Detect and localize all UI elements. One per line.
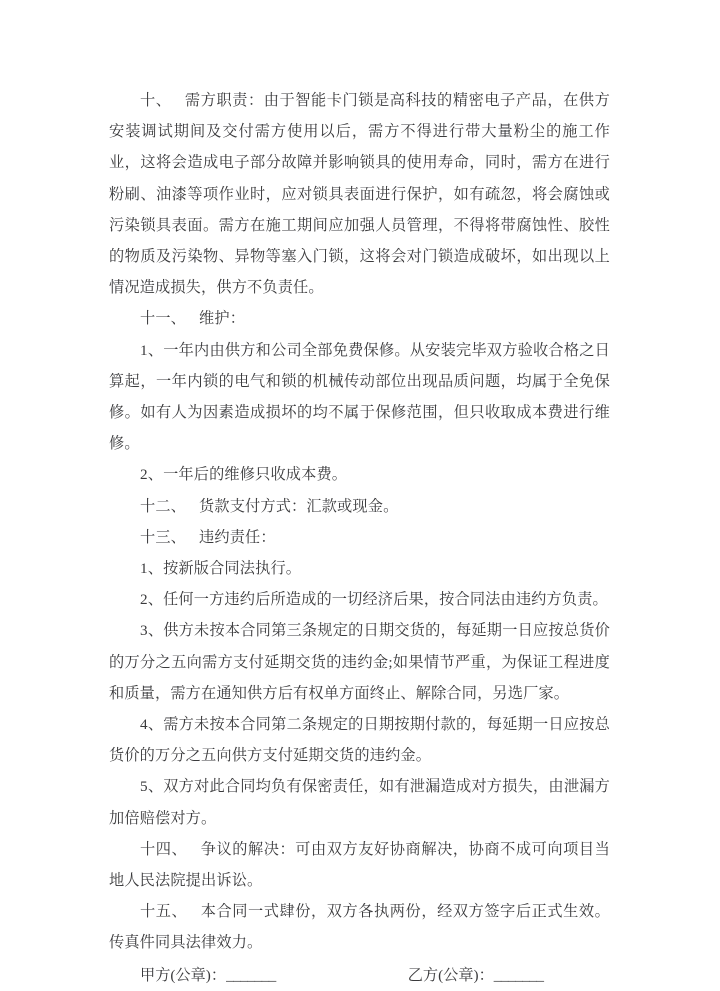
section-14-numeral: 十四、 [140, 840, 188, 858]
section-13-numeral: 十三、 [140, 528, 187, 546]
paragraph-section-11-item-2: 2、一年后的维修只收成本费。 [140, 466, 348, 484]
section-15-body: 本合同一式肆份，双方各执两份，经双方签字后正式生效。传真件同具法律效力。 [109, 903, 610, 952]
paragraph-section-13 [109, 522, 610, 553]
paragraph-section-13-item-3: 3、供方未按本合同第三条规定的日期交货的，每延期一日应按总货价的万分之五向需方支付延期交货的违约金;如果情节严重，为保证工程进度和质量，需方在通知供方后有权单方面终止、解除合同，另选厂家。 [109, 622, 610, 702]
party-a-label: 甲方(公章)： [140, 966, 227, 984]
section-15-numeral: 十五、 [140, 903, 188, 921]
section-12-numeral: 十二、 [140, 497, 187, 515]
paragraph-section-13-item-1: 1、按新版合同法执行。 [140, 560, 302, 578]
section-11-numeral: 十一、 [140, 310, 187, 328]
paragraph-section-12 [109, 491, 610, 522]
paragraph-section-10 [109, 85, 610, 303]
section-10-numeral: 十、 [140, 92, 172, 109]
paragraph-section-14 [109, 834, 610, 896]
paragraph-section-11-item-1: 1、一年内由供方和公司全部免费保修。从安装完毕双方验收合格之日算起，一年内锁的电气和锁的机械传动部位出现品质问题，均属于全免保修。如有人为因素造成损坏的均不属于保修范围，但只收取成本费进行维修。 [109, 341, 610, 453]
section-12-body: 货款支付方式：汇款或现金。 [199, 497, 399, 515]
party-b-label: 乙方(公章)： [407, 966, 494, 984]
document-text-body [109, 85, 610, 991]
section-14-body: 争议的解决：可由双方友好协商解决，协商不成可向项目当地人民法院提出诉讼。 [109, 840, 610, 890]
signature-row [109, 960, 610, 991]
paragraph-section-13-item-5: 5、双方对此合同均负有保密责任，如有泄漏造成对方损失，由泄漏方加倍赔偿对方。 [109, 778, 610, 827]
section-11-body: 维护： [199, 310, 246, 328]
paragraph-section-13-item-2: 2、任何一方违约后所造成的一切经济后果，按合同法由违约方负责。 [140, 591, 608, 609]
section-10-body: 需方职责：由于智能卡门锁是高科技的精密电子产品，在供方安装调试期间及交付需方使用以后，需方不得进行带大量粉尘的施工作业，这将会造成电子部分故障并影响锁具的使用寿命，同时，需方在进行粉刷、油漆等项作业时，应对锁具表面进行保护，如有疏忽，将会腐蚀或污染锁具表面。需方在施工期间应加强人员管理，不得将带腐蚀性、胶性的物质及污染物、异物等塞入门锁，这将会对门锁造成破坏，如出现以上情况造成损失，供方不负责任。 [109, 92, 610, 297]
paragraph-section-11 [109, 303, 610, 334]
party-b-signature-line[interactable]: _______ [493, 966, 544, 984]
paragraph-section-15 [109, 896, 610, 958]
party-a-signature-line[interactable]: _______ [226, 966, 276, 984]
paragraph-section-13-item-4: 4、需方未按本合同第二条规定的日期按期付款的，每延期一日应按总货价的万分之五向供方支付延期交货的违约金。 [109, 716, 610, 765]
section-13-body: 违约责任： [199, 528, 276, 546]
